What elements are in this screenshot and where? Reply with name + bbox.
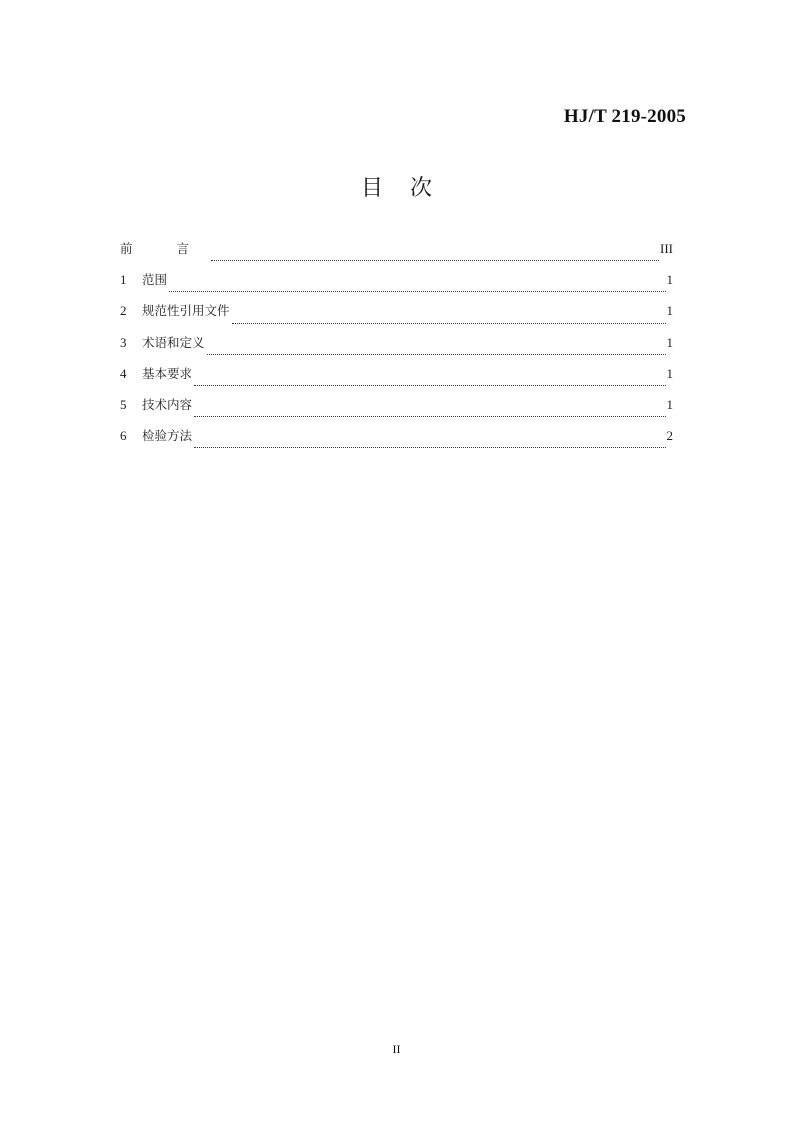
toc-dot-leader	[194, 447, 665, 448]
toc-entry-terms-definitions[interactable]	[120, 333, 673, 364]
toc-entry-page: 1	[666, 272, 673, 288]
toc-entry-label: 检验方法	[142, 428, 193, 444]
toc-dot-leader	[211, 260, 659, 261]
toc-entry-label: 规范性引用文件	[142, 303, 230, 319]
toc-entry-test-methods[interactable]	[120, 426, 673, 457]
toc-entry-number: 4	[120, 365, 127, 381]
toc-entry-scope[interactable]	[120, 270, 673, 301]
toc-entry-number: 3	[120, 334, 127, 350]
toc-entry-label: 基本要求	[142, 365, 193, 381]
table-of-contents	[120, 239, 673, 457]
toc-entry-technical-content[interactable]	[120, 395, 673, 426]
toc-dot-leader	[232, 323, 666, 324]
toc-entry-number: 5	[120, 396, 127, 412]
toc-entry-page: 1	[666, 396, 673, 412]
toc-dot-leader	[194, 385, 665, 386]
toc-entry-page: III	[660, 241, 673, 256]
toc-entry-page: 1	[666, 334, 673, 350]
toc-entry-foreword[interactable]	[120, 239, 673, 270]
toc-entry-label: 前 言	[120, 241, 209, 256]
toc-entry-label: 术语和定义	[142, 334, 205, 350]
toc-entry-label: 范围	[142, 272, 168, 288]
toc-entry-basic-requirements[interactable]	[120, 364, 673, 395]
standard-number: HJ/T 219-2005	[563, 106, 686, 127]
toc-entry-number: 6	[120, 428, 127, 444]
toc-title: 目 次	[361, 176, 442, 201]
toc-entry-page: 1	[666, 303, 673, 319]
toc-entry-number: 2	[120, 303, 127, 319]
toc-dot-leader	[207, 354, 666, 355]
toc-dot-leader	[194, 416, 665, 417]
toc-dot-leader	[169, 291, 665, 292]
toc-entry-page: 1	[666, 365, 673, 381]
toc-entry-page: 2	[666, 428, 673, 444]
page-number: II	[392, 1042, 401, 1056]
toc-entry-normative-references[interactable]	[120, 301, 673, 332]
toc-entry-number: 1	[120, 272, 127, 288]
toc-entry-label: 技术内容	[142, 396, 193, 412]
